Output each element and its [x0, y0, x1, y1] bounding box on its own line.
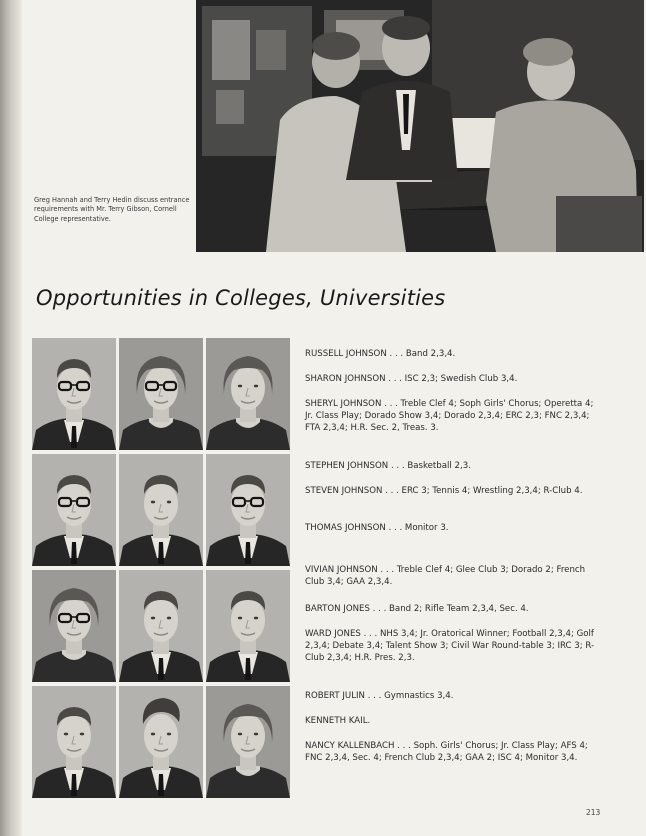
entry-steven-johnson: STEVEN JOHNSON . . . ERC 3; Tennis 4; Wrestling 2,3,4; R-Club 4. [305, 486, 583, 496]
student-portrait [32, 338, 116, 450]
entry-barton-jones: BARTON JONES . . . Band 2; Rifle Team 2,3,4, Sec. 4. [305, 604, 529, 614]
student-portrait [32, 570, 116, 682]
entry-sheryl-johnson: SHERYL JOHNSON . . . Treble Clef 4; Soph Girls' Chorus; Operetta 4; Jr. Class Play; Dorado Show 3,4; Dorado 2,3,4; ERC 2,3; FNC 2,3,4; FTA 2,3,4; H.R. Sec. 2, Treas. 3. [305, 399, 594, 434]
entry-stephen-johnson: STEPHEN JOHNSON . . . Basketball 2,3. [305, 461, 471, 471]
student-portrait [119, 338, 203, 450]
student-portrait [206, 338, 290, 450]
page-number: 213 [586, 808, 601, 817]
student-portrait [119, 686, 203, 798]
entry-kenneth-kail: KENNETH KAIL. [305, 716, 371, 726]
photo-caption: Greg Hannah and Terry Hedin discuss entrance requirements with Mr. Terry Gibson, Cornell College representative. [34, 196, 190, 223]
entry-robert-julin: ROBERT JULIN . . . Gymnastics 3,4. [305, 691, 454, 701]
portrait-grid [32, 338, 290, 798]
binding-gutter [0, 0, 22, 836]
student-portrait [119, 570, 203, 682]
student-portrait [32, 454, 116, 566]
college-meeting-photo [196, 0, 644, 252]
entry-nancy-kallenbach: NANCY KALLENBACH . . . Soph. Girls' Chorus; Jr. Class Play; AFS 4; FNC 2,3,4, Sec. 4; French Club 2,3,4; GAA 2; ISC 4; Monitor 3,4. [305, 741, 588, 764]
photo-illustration [196, 0, 644, 252]
entry-ward-jones: WARD JONES . . . NHS 3,4; Jr. Oratorical Winner; Football 2,3,4; Golf 2,3,4; Debate 3,4; Talent Show 3; Civil War Round-table 3; IRC 3; R-Club 2,3,4; H.R. Pres. 2,3. [305, 629, 595, 664]
student-portrait [32, 686, 116, 798]
entry-russell-johnson: RUSSELL JOHNSON . . . Band 2,3,4. [305, 349, 456, 359]
page-title: Opportunities in Colleges, Universities [36, 286, 446, 310]
student-portrait [119, 454, 203, 566]
entry-sharon-johnson: SHARON JOHNSON . . . ISC 2,3; Swedish Club 3,4. [305, 374, 518, 384]
entry-vivian-johnson: VIVIAN JOHNSON . . . Treble Clef 4; Glee Club 3; Dorado 2; French Club 3,4; GAA 2,3,4. [305, 565, 586, 588]
student-portrait [206, 570, 290, 682]
student-portrait [206, 686, 290, 798]
entry-thomas-johnson: THOMAS JOHNSON . . . Monitor 3. [305, 523, 449, 533]
student-portrait [206, 454, 290, 566]
